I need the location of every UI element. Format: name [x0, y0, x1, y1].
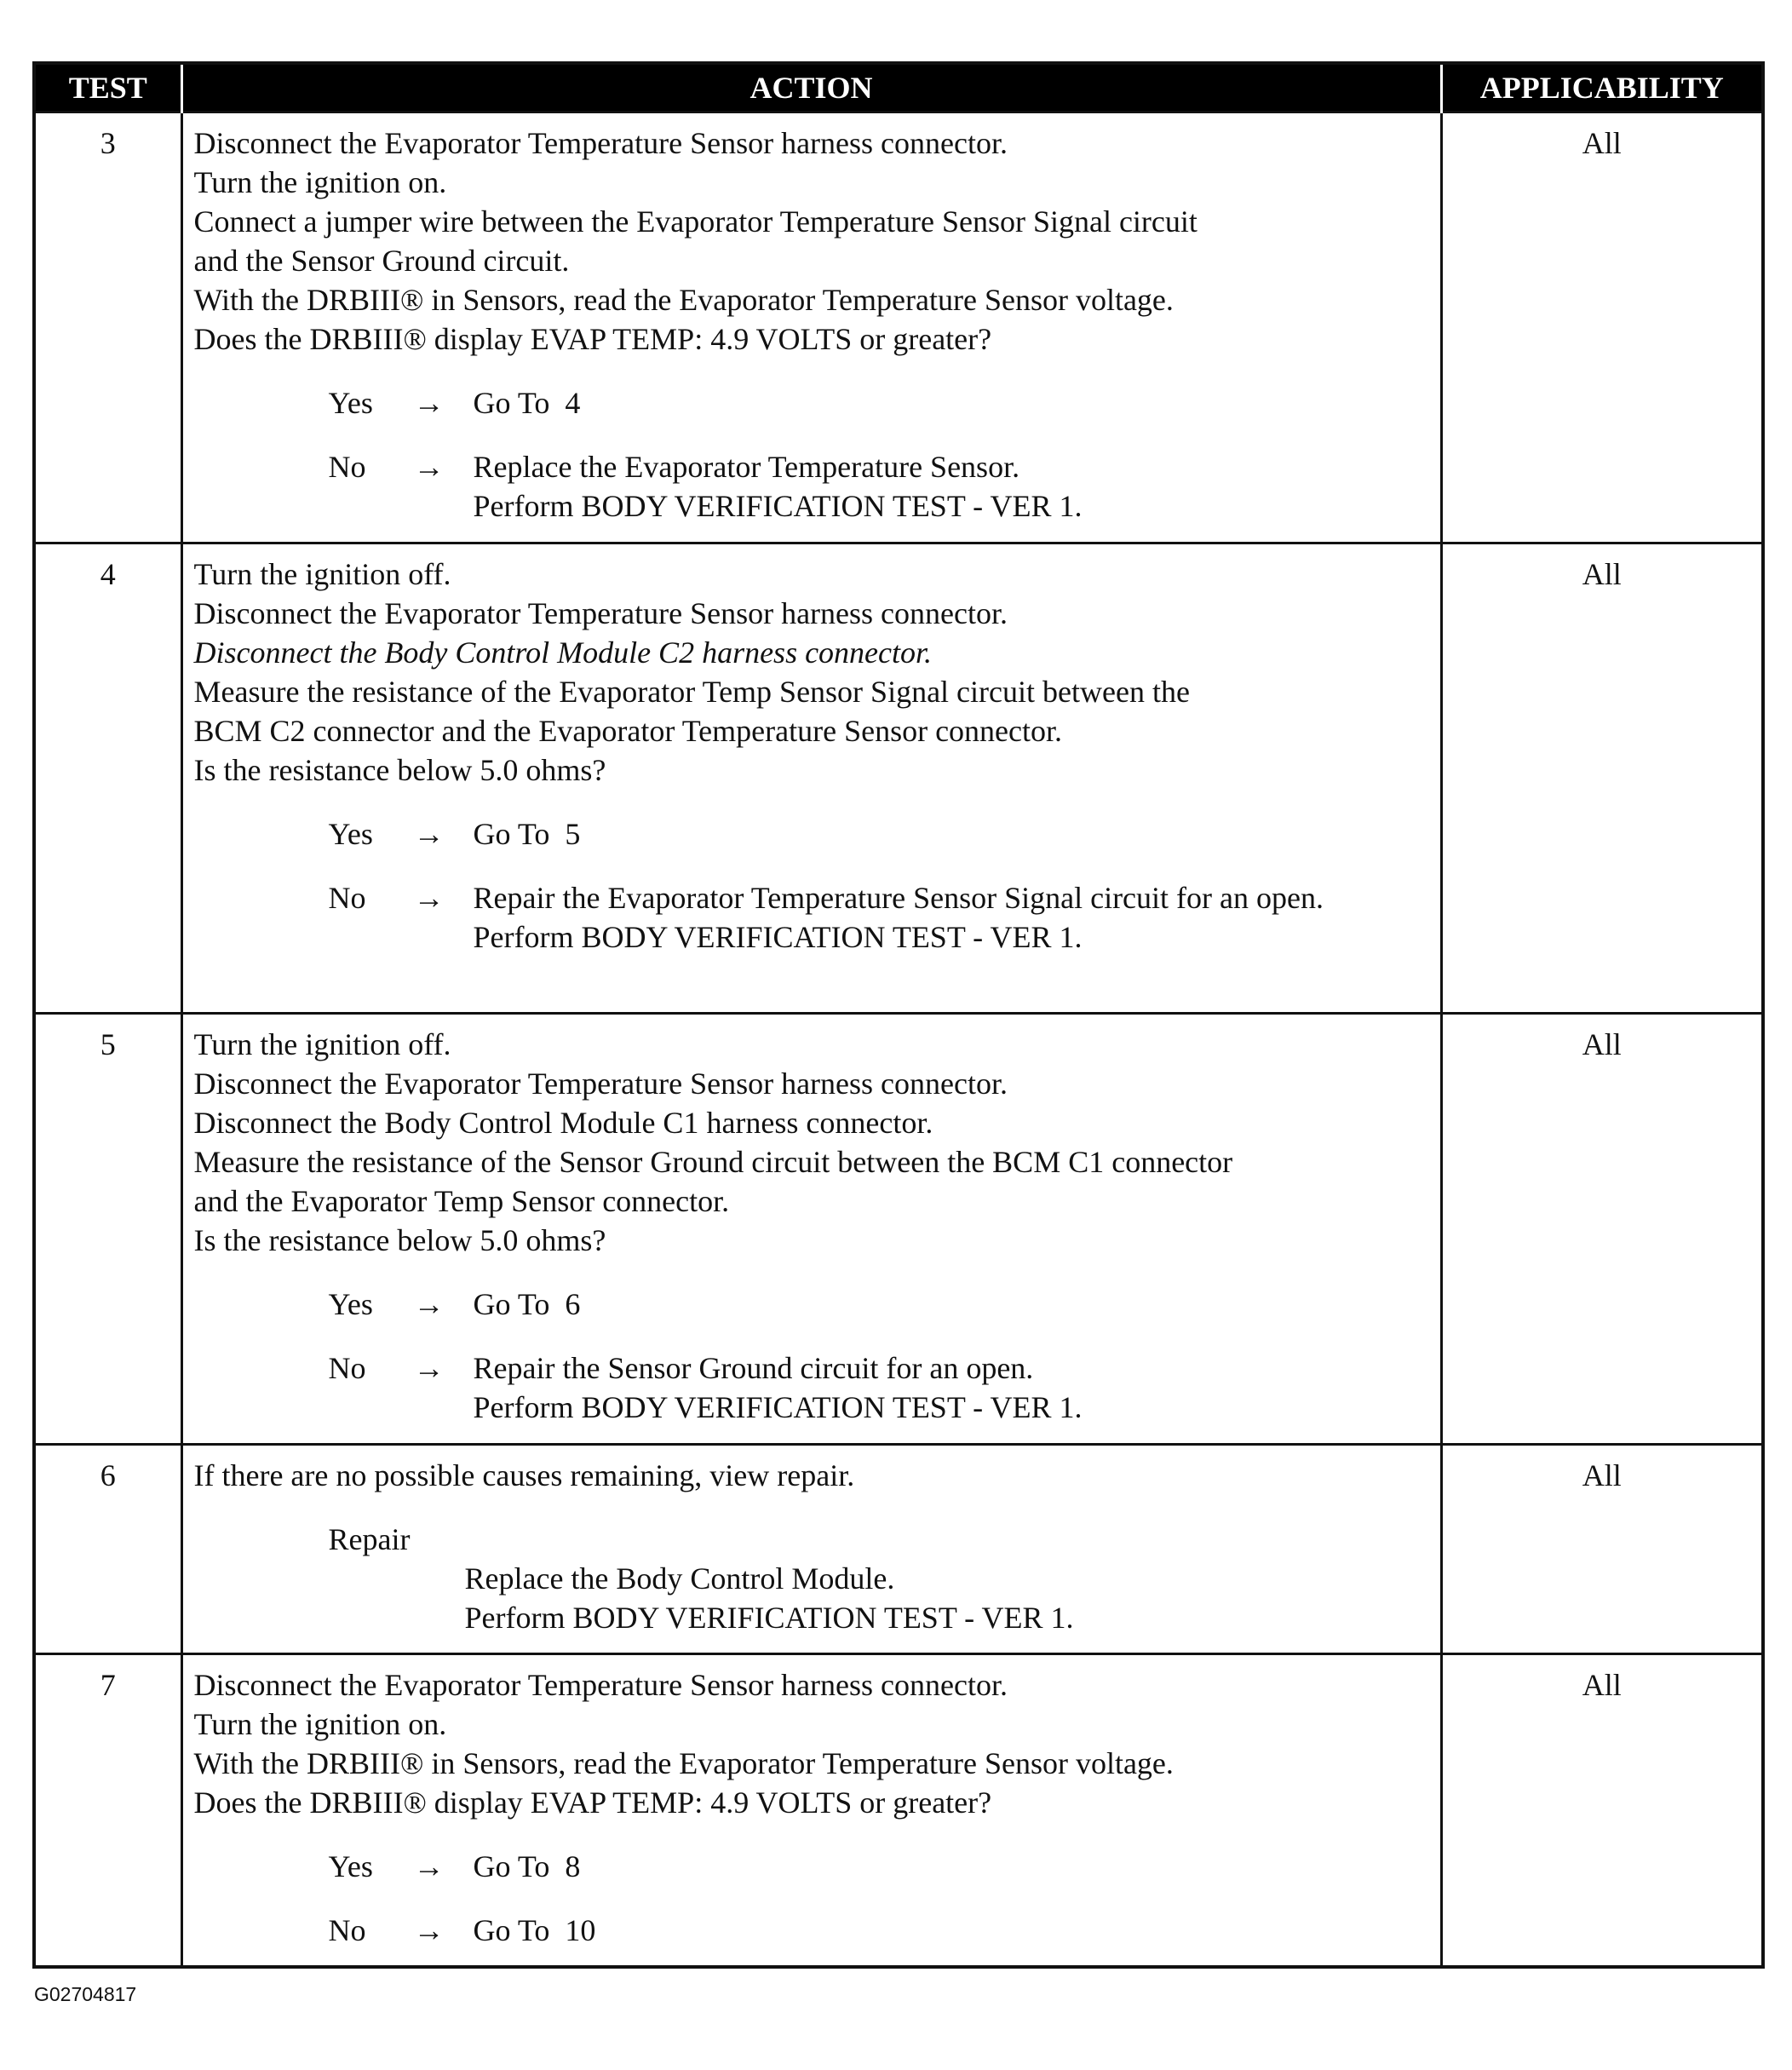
- action-step: Disconnect the Body Control Module C2 harness connector.: [193, 635, 933, 670]
- test-number: 5: [34, 1014, 181, 1445]
- arrow-icon: →: [413, 817, 445, 851]
- arrow-icon: →: [413, 386, 445, 420]
- header-action: ACTION: [181, 63, 1441, 112]
- yes-label: Yes: [328, 1287, 373, 1321]
- no-result-line: Perform BODY VERIFICATION TEST - VER 1.: [473, 1390, 1083, 1424]
- no-label: No: [328, 881, 366, 915]
- action-cell: [181, 1654, 1441, 1967]
- action-cell: [181, 1445, 1441, 1654]
- action-step: Connect a jumper wire between the Evaporator Temperature Sensor Signal circuit: [193, 204, 1198, 239]
- header-test: TEST: [34, 63, 181, 112]
- action-step: Disconnect the Evaporator Temperature Sensor harness connector.: [193, 1668, 1008, 1702]
- yes-branch: [194, 383, 1430, 423]
- action-step: Turn the ignition off.: [193, 1027, 451, 1061]
- yes-branch: [194, 1285, 1430, 1324]
- repair-line: Perform BODY VERIFICATION TEST - VER 1.: [464, 1601, 1074, 1635]
- applicability-value: All: [1441, 1654, 1763, 1967]
- action-step: Turn the ignition on.: [193, 1707, 447, 1741]
- no-result-line: Repair the Evaporator Temperature Sensor Signal circuit for an open.: [473, 881, 1324, 915]
- no-result: [474, 1348, 1430, 1427]
- action-step: Disconnect the Evaporator Temperature Sensor harness connector.: [193, 126, 1008, 160]
- action-step: Disconnect the Evaporator Temperature Sensor harness connector.: [193, 1067, 1008, 1101]
- no-branch: [194, 1911, 1430, 1950]
- no-branch: [194, 1348, 1430, 1427]
- no-result: [474, 878, 1430, 957]
- yes-result: Go To 6: [473, 1287, 581, 1321]
- yes-label: Yes: [328, 386, 373, 420]
- no-label: No: [328, 1351, 366, 1385]
- action-step: Disconnect the Body Control Module C1 harness connector.: [193, 1106, 933, 1140]
- action-step: Does the DRBIII® display EVAP TEMP: 4.9 VOLTS or greater?: [193, 322, 992, 356]
- action-cell: [181, 112, 1441, 543]
- action-step: Is the resistance below 5.0 ohms?: [193, 1223, 606, 1257]
- header-applicability: APPLICABILITY: [1441, 63, 1763, 112]
- yes-label: Yes: [328, 1849, 373, 1883]
- action-step: BCM C2 connector and the Evaporator Temperature Sensor connector.: [193, 714, 1063, 748]
- no-label: No: [328, 1913, 366, 1947]
- no-result-line: Repair the Sensor Ground circuit for an open.: [473, 1351, 1034, 1385]
- repair-line: Replace the Body Control Module.: [464, 1561, 895, 1596]
- test-number: 7: [34, 1654, 181, 1967]
- repair-label: Repair: [328, 1522, 411, 1556]
- no-label: No: [328, 450, 366, 484]
- no-branch: [194, 447, 1430, 526]
- action-step: and the Evaporator Temp Sensor connector.: [193, 1184, 730, 1218]
- no-result-line: Perform BODY VERIFICATION TEST - VER 1.: [473, 920, 1083, 954]
- test-number: 4: [34, 543, 181, 1014]
- action-step: Is the resistance below 5.0 ohms?: [193, 753, 606, 787]
- no-result: Go To 10: [473, 1913, 596, 1947]
- repair-steps: [194, 1559, 1430, 1637]
- action-step: Measure the resistance of the Evaporator Temp Sensor Signal circuit between the: [193, 675, 1190, 709]
- table-row-test-3: [34, 112, 1763, 543]
- no-result-line: Perform BODY VERIFICATION TEST - VER 1.: [473, 489, 1083, 523]
- arrow-icon: →: [413, 1913, 445, 1947]
- action-step: Measure the resistance of the Sensor Ground circuit between the BCM C1 connector: [193, 1145, 1233, 1179]
- arrow-icon: →: [413, 881, 445, 915]
- action-step: Does the DRBIII® display EVAP TEMP: 4.9 VOLTS or greater?: [193, 1785, 992, 1820]
- arrow-icon: →: [413, 1849, 445, 1883]
- applicability-value: All: [1441, 1445, 1763, 1654]
- action-step: Turn the ignition on.: [193, 165, 447, 199]
- arrow-icon: →: [413, 1351, 445, 1385]
- action-step: Turn the ignition off.: [193, 557, 451, 591]
- test-number: 3: [34, 112, 181, 543]
- table-row-test-4: [34, 543, 1763, 1014]
- action-step: If there are no possible causes remaining, view repair.: [193, 1458, 855, 1492]
- yes-result: Go To 4: [473, 386, 581, 420]
- yes-result: Go To 5: [473, 817, 581, 851]
- action-step: Disconnect the Evaporator Temperature Sensor harness connector.: [193, 596, 1008, 630]
- yes-result: Go To 8: [473, 1849, 581, 1883]
- applicability-value: All: [1441, 1014, 1763, 1445]
- action-cell: [181, 543, 1441, 1014]
- table-row-test-5: [34, 1014, 1763, 1445]
- action-step: and the Sensor Ground circuit.: [193, 244, 570, 278]
- action-step: With the DRBIII® in Sensors, read the Evaporator Temperature Sensor voltage.: [193, 1746, 1174, 1780]
- figure-id: G02704817: [34, 1983, 137, 2005]
- action-step: With the DRBIII® in Sensors, read the Evaporator Temperature Sensor voltage.: [193, 283, 1174, 317]
- yes-branch: [194, 1847, 1430, 1886]
- action-cell: [181, 1014, 1441, 1445]
- no-result-line: Replace the Evaporator Temperature Sensor.: [473, 450, 1020, 484]
- no-result: [474, 447, 1430, 526]
- yes-branch: [194, 814, 1430, 854]
- test-number: 6: [34, 1445, 181, 1654]
- table-row-test-7: [34, 1654, 1763, 1967]
- yes-label: Yes: [328, 817, 373, 851]
- arrow-icon: →: [413, 450, 445, 484]
- applicability-value: All: [1441, 112, 1763, 543]
- table-row-test-6: [34, 1445, 1763, 1654]
- diagnostic-test-table: [32, 61, 1765, 1969]
- applicability-value: All: [1441, 543, 1763, 1014]
- table-header-row: [34, 63, 1763, 112]
- arrow-icon: →: [413, 1287, 445, 1321]
- no-branch: [194, 878, 1430, 957]
